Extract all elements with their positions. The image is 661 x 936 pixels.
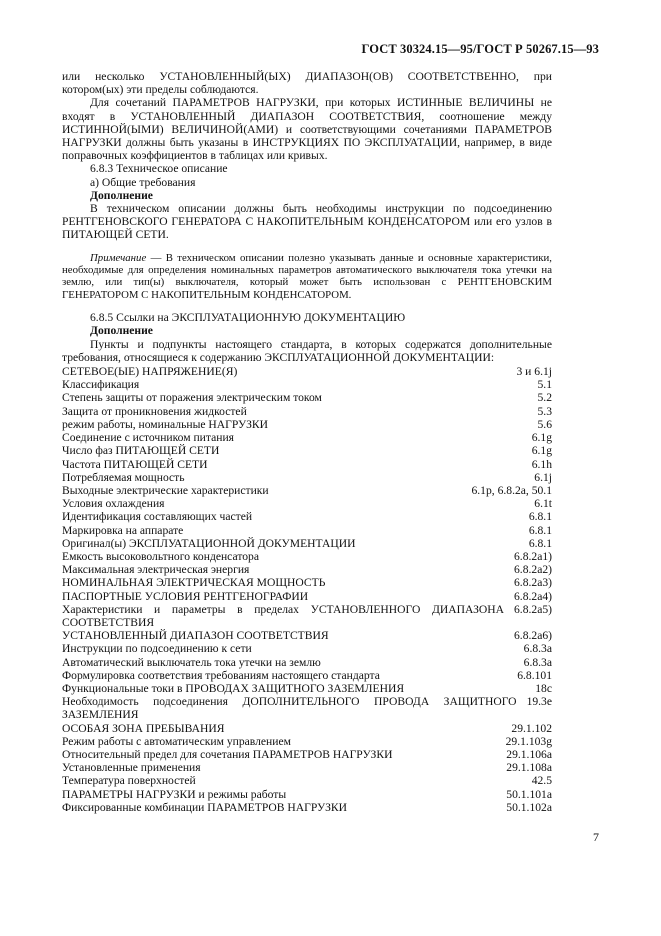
paragraph-references-intro: Пункты и подпункты настоящего стандарта, в которых содержатся дополнительные требования, относящиеся к содержанию ЭКСПЛУАТАЦИОННОЙ ДОКУМЕНТАЦИИ: <box>62 337 552 364</box>
reference-clause: 29.1.103g <box>505 734 552 748</box>
reference-label: Потребляемая мощность <box>62 470 185 484</box>
reference-row <box>62 603 552 629</box>
reference-clause: 6.1h <box>531 457 552 471</box>
reference-label: Условия охлаждения <box>62 497 165 511</box>
reference-label: Фиксированные комбинации ПАРАМЕТРОВ НАГРУЗКИ <box>62 800 348 814</box>
reference-label: Автоматический выключатель тока утечки на землю <box>62 655 321 669</box>
reference-label: ПАРАМЕТРЫ НАГРУЗКИ и режимы работы <box>62 787 287 801</box>
reference-label: Идентификация составляющих частей <box>62 510 253 524</box>
reference-row <box>62 391 552 404</box>
reference-clause: 5.3 <box>537 404 552 418</box>
reference-clause: 42.5 <box>531 774 552 788</box>
page-header: ГОСТ 30324.15—95/ГОСТ Р 50267.15—93 <box>361 42 599 56</box>
reference-clause: 50.1.101a <box>506 787 552 801</box>
reference-clause: 5.1 <box>537 378 552 392</box>
reference-row <box>62 378 552 391</box>
reference-clause: 6.1g <box>531 431 552 445</box>
reference-label: УСТАНОВЛЕННЫЙ ДИАПАЗОН СООТВЕТСТВИЯ <box>62 629 329 643</box>
page-content <box>62 70 552 814</box>
reference-label: Характеристики и параметры в пределах УСТАНОВЛЕННОГО ДИАПАЗОНА СООТВЕТСТВИЯ <box>62 602 504 629</box>
reference-clause: 29.1.106a <box>506 747 552 761</box>
reference-row <box>62 656 552 669</box>
page-number: 7 <box>593 830 599 844</box>
reference-row <box>62 735 552 748</box>
reference-label: Число фаз ПИТАЮЩЕЙ СЕТИ <box>62 444 220 458</box>
reference-label: Защита от проникновения жидкостей <box>62 404 247 418</box>
note-label: Примечание <box>90 251 147 264</box>
reference-row <box>62 748 552 761</box>
reference-clause: 3 и 6.1j <box>516 365 552 379</box>
note-text: — В техническом описании полезно указывать данные и основные характеристики, необходимые для определения номинальных параметров автоматического выключателя тока утечки на землю, или тип(ы) выключателя, который может быть использован с РЕНТГЕНОВСКИМ ГЕНЕРАТОРОМ С НАКОПИТЕЛЬНЫМ КОНДЕНСАТОРОМ. <box>62 251 552 301</box>
reference-label: Степень защиты от поражения электрическим током <box>62 391 322 405</box>
reference-label: Максимальная электрическая энергия <box>62 563 250 577</box>
reference-clause: 6.8.3a <box>523 642 552 656</box>
reference-row <box>62 471 552 484</box>
paragraph-continuation: или несколько УСТАНОВЛЕННЫЙ(ЫХ) ДИАПАЗОН(ОВ) СООТВЕТСТВЕННО, при котором(ых) эти пределы соблюдаются. <box>62 70 552 97</box>
reference-row <box>62 788 552 801</box>
reference-clause: 29.1.108a <box>506 761 552 775</box>
reference-row <box>62 774 552 787</box>
reference-row <box>62 695 552 721</box>
reference-clause: 29.1.102 <box>511 721 552 735</box>
reference-clause: 6.8.2a5) <box>514 602 552 616</box>
subsection-general-requirements: а) Общие требования <box>90 175 196 189</box>
reference-clause: 5.2 <box>537 391 552 405</box>
reference-row <box>62 484 552 497</box>
section-heading-6-8-3: 6.8.3 Техническое описание <box>90 162 228 176</box>
reference-row <box>62 761 552 774</box>
reference-row <box>62 405 552 418</box>
reference-label: Инструкции по подсоединению к сети <box>62 642 252 656</box>
reference-clause: 50.1.102a <box>506 800 552 814</box>
reference-row <box>62 497 552 510</box>
section-heading-6-8-5: 6.8.5 Ссылки на ЭКСПЛУАТАЦИОННУЮ ДОКУМЕНТАЦИЮ <box>90 311 406 325</box>
reference-clause: 6.1t <box>534 497 552 511</box>
reference-label: Классификация <box>62 378 140 392</box>
reference-clause: 6.8.2a3) <box>514 576 552 590</box>
reference-label: Соединение с источником питания <box>62 431 234 445</box>
reference-clause: 6.8.1 <box>528 536 552 550</box>
reference-row <box>62 510 552 523</box>
paragraph-load-parameters: Для сочетаний ПАРАМЕТРОВ НАГРУЗКИ, при которых ИСТИННЫЕ ВЕЛИЧИНЫ не входят в УСТАНОВЛЕННЫЙ ДИАПАЗОН СООТВЕТСТВИЯ, соотношение между ИСТИННОЙ(ЫМИ) ВЕЛИЧИНОЙ(АМИ) и соответствующими сочетаниями ПАРАМЕТРОВ НАГРУЗКИ должны быть указаны в ИНСТРУКЦИЯХ ПО ЭКСПЛУАТАЦИИ, например, в виде поправочных коэффициентов в таблицах или кривых. <box>62 96 552 163</box>
reference-label: ОСОБАЯ ЗОНА ПРЕБЫВАНИЯ <box>62 721 225 735</box>
reference-row <box>62 669 552 682</box>
reference-row <box>62 444 552 457</box>
reference-label: Температура поверхностей <box>62 774 196 788</box>
reference-label: Маркировка на аппарате <box>62 523 184 537</box>
reference-clause: 6.8.2a6) <box>514 629 552 643</box>
reference-row <box>62 629 552 642</box>
reference-clause: 6.8.2a4) <box>514 589 552 603</box>
reference-label: Емкость высоковольтного конденсатора <box>62 549 259 563</box>
reference-clause: 19.3e <box>526 695 552 709</box>
reference-row <box>62 801 552 814</box>
reference-clause: 6.8.2a2) <box>514 563 552 577</box>
note-paragraph <box>62 252 552 302</box>
reference-clause: 18c <box>535 681 552 695</box>
reference-row <box>62 682 552 695</box>
reference-label: Необходимость подсоединения ДОПОЛНИТЕЛЬНОГО ПРОВОДА ЗАЩИТНОГО ЗАЗЕМЛЕНИЯ <box>62 695 517 722</box>
reference-clause: 6.1p, 6.8.2a, 50.1 <box>471 483 552 497</box>
reference-label: Установленные применения <box>62 761 201 775</box>
supplement-label: Дополнение <box>90 188 153 202</box>
reference-row <box>62 563 552 576</box>
reference-clause: 6.8.3a <box>523 655 552 669</box>
reference-label: Формулировка соответствия требованиям настоящего стандарта <box>62 668 380 682</box>
reference-label: НОМИНАЛЬНАЯ ЭЛЕКТРИЧЕСКАЯ МОЩНОСТЬ <box>62 576 326 590</box>
reference-row <box>62 576 552 589</box>
reference-row <box>62 431 552 444</box>
reference-label: Относительный предел для сочетания ПАРАМЕТРОВ НАГРУЗКИ <box>62 747 393 761</box>
reference-label: Частота ПИТАЮЩЕЙ СЕТИ <box>62 457 208 471</box>
references-list <box>62 365 552 814</box>
reference-row <box>62 458 552 471</box>
reference-row <box>62 524 552 537</box>
reference-row <box>62 722 552 735</box>
reference-label: Режим работы с автоматическим управлением <box>62 734 291 748</box>
reference-clause: 6.8.1 <box>528 510 552 524</box>
reference-row <box>62 642 552 655</box>
reference-label: Оригинал(ы) ЭКСПЛУАТАЦИОННОЙ ДОКУМЕНТАЦИИ <box>62 536 356 550</box>
reference-label: Выходные электрические характеристики <box>62 483 269 497</box>
reference-clause: 6.1g <box>531 444 552 458</box>
supplement-label: Дополнение <box>90 324 153 338</box>
paragraph-technical-description: В техническом описании должны быть необходимы инструкции по подсоединению РЕНТГЕНОВСКОГО ГЕНЕРАТОРА С НАКОПИТЕЛЬНЫМ КОНДЕНСАТОРОМ или его узлов в ПИТАЮЩЕЙ СЕТИ. <box>62 202 552 242</box>
reference-row <box>62 537 552 550</box>
reference-label: СЕТЕВОЕ(ЫЕ) НАПРЯЖЕНИЕ(Я) <box>62 365 238 379</box>
reference-clause: 5.6 <box>537 417 552 431</box>
reference-row <box>62 590 552 603</box>
reference-clause: 6.8.2a1) <box>514 549 552 563</box>
reference-label: Функциональные токи в ПРОВОДАХ ЗАЩИТНОГО ЗАЗЕМЛЕНИЯ <box>62 681 405 695</box>
reference-row <box>62 550 552 563</box>
reference-row <box>62 365 552 378</box>
reference-label: режим работы, номинальные НАГРУЗКИ <box>62 417 268 431</box>
reference-row <box>62 418 552 431</box>
reference-clause: 6.8.101 <box>517 668 552 682</box>
reference-label: ПАСПОРТНЫЕ УСЛОВИЯ РЕНТГЕНОГРАФИИ <box>62 589 309 603</box>
reference-clause: 6.1j <box>534 470 552 484</box>
reference-clause: 6.8.1 <box>528 523 552 537</box>
